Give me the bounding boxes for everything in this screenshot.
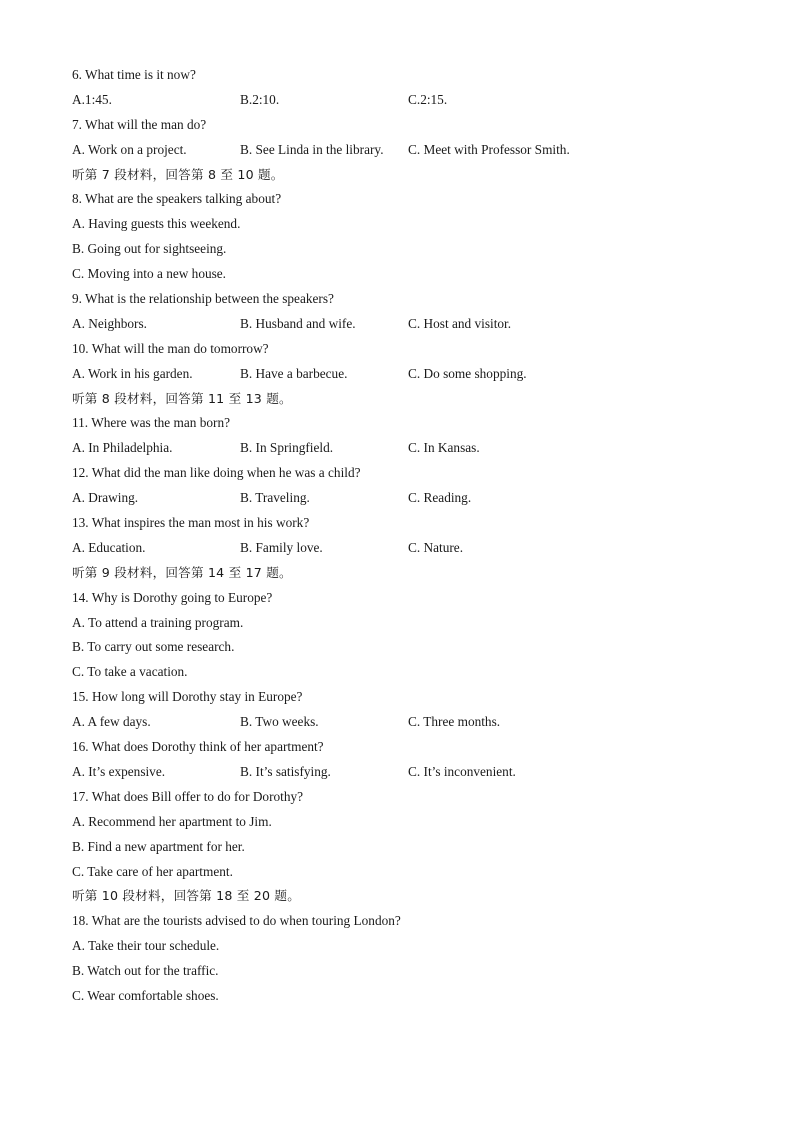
- question-line: B. To carry out some research.: [72, 639, 235, 655]
- question-line: 16. What does Dorothy think of her apartment?: [72, 739, 324, 755]
- answer-options-row: [72, 312, 732, 337]
- question-line: 6. What time is it now?: [72, 67, 196, 82]
- question-line: A. Take their tour schedule.: [72, 938, 220, 954]
- answer-option: C. In Kansas.: [408, 440, 480, 456]
- section-instruction: 听第 10 段材料，回答第 18 至 20 题。: [72, 888, 301, 904]
- question-line: A. To attend a training program.: [72, 614, 244, 630]
- question-line: 17. What does Bill offer to do for Dorothy?: [72, 788, 304, 804]
- answer-options-row: [72, 710, 732, 735]
- answer-option: C. Host and visitor.: [408, 315, 512, 331]
- answer-option: B. Family love.: [240, 539, 323, 555]
- question-line: 10. What will the man do tomorrow?: [72, 340, 269, 356]
- answer-option: B. Two weeks.: [240, 714, 319, 730]
- answer-option: B. Have a barbecue.: [240, 365, 348, 381]
- answer-option: A. Drawing.: [72, 490, 139, 506]
- answer-options-row: [72, 486, 732, 511]
- question-line: B. Watch out for the traffic.: [72, 963, 219, 979]
- answer-option: A. Work on a project.: [72, 141, 187, 157]
- question-line: 7. What will the man do?: [72, 116, 207, 132]
- answer-options-row: [72, 362, 732, 387]
- question-line: C. To take a vacation.: [72, 664, 188, 680]
- answer-option: C. Reading.: [408, 490, 472, 506]
- question-line: C. Take care of her apartment.: [72, 863, 233, 879]
- answer-option: B. In Springfield.: [240, 440, 334, 456]
- question-line: 18. What are the tourists advised to do when touring London?: [72, 913, 401, 929]
- answer-option: A. Neighbors.: [72, 315, 147, 331]
- answer-option: A. A few days.: [72, 714, 151, 730]
- question-line: C. Wear comfortable shoes.: [72, 987, 219, 1003]
- question-line: 14. Why is Dorothy going to Europe?: [72, 589, 273, 605]
- answer-option: C. Do some shopping.: [408, 365, 527, 381]
- answer-option: A. Work in his garden.: [72, 365, 193, 381]
- answer-option: C. Three months.: [408, 714, 501, 730]
- question-line: 11. Where was the man born?: [72, 415, 231, 431]
- answer-options-row: [72, 536, 732, 561]
- answer-options-row: [72, 760, 732, 785]
- question-line: 8. What are the speakers talking about?: [72, 191, 282, 207]
- answer-option: A. Education.: [72, 539, 146, 555]
- question-line: 12. What did the man like doing when he was a child?: [72, 465, 361, 481]
- section-instruction: 听第 7 段材料，回答第 8 至 10 题。: [72, 166, 284, 182]
- section-instruction: 听第 9 段材料，回答第 14 至 17 题。: [72, 564, 292, 580]
- answer-option: A. It’s expensive.: [72, 763, 166, 779]
- section-instruction: 听第 8 段材料，回答第 11 至 13 题。: [72, 390, 292, 406]
- answer-option: B. It’s satisfying.: [240, 763, 331, 779]
- answer-option: C. It’s inconvenient.: [408, 763, 516, 779]
- answer-option: A. In Philadelphia.: [72, 440, 173, 456]
- answer-options-row: [72, 88, 732, 113]
- answer-option: A.1:45.: [72, 91, 112, 107]
- question-line: A. Having guests this weekend.: [72, 216, 241, 232]
- answer-option: C. Meet with Professor Smith.: [408, 141, 570, 157]
- answer-option: B. Husband and wife.: [240, 315, 356, 331]
- question-line: A. Recommend her apartment to Jim.: [72, 813, 272, 829]
- answer-option: B. Traveling.: [240, 490, 310, 506]
- question-line: 15. How long will Dorothy stay in Europe?: [72, 689, 303, 705]
- question-line: C. Moving into a new house.: [72, 266, 227, 282]
- answer-options-row: [72, 436, 732, 461]
- answer-option: B. See Linda in the library.: [240, 141, 384, 157]
- answer-option: B.2:10.: [240, 91, 280, 107]
- answer-options-row: [72, 138, 732, 163]
- document-page: [72, 63, 732, 1009]
- answer-option: C. Nature.: [408, 539, 464, 555]
- answer-option: C.2:15.: [408, 91, 448, 107]
- question-line: B. Going out for sightseeing.: [72, 241, 227, 257]
- question-line: 13. What inspires the man most in his work?: [72, 515, 310, 531]
- question-line: 9. What is the relationship between the speakers?: [72, 291, 334, 307]
- question-line: B. Find a new apartment for her.: [72, 838, 245, 854]
